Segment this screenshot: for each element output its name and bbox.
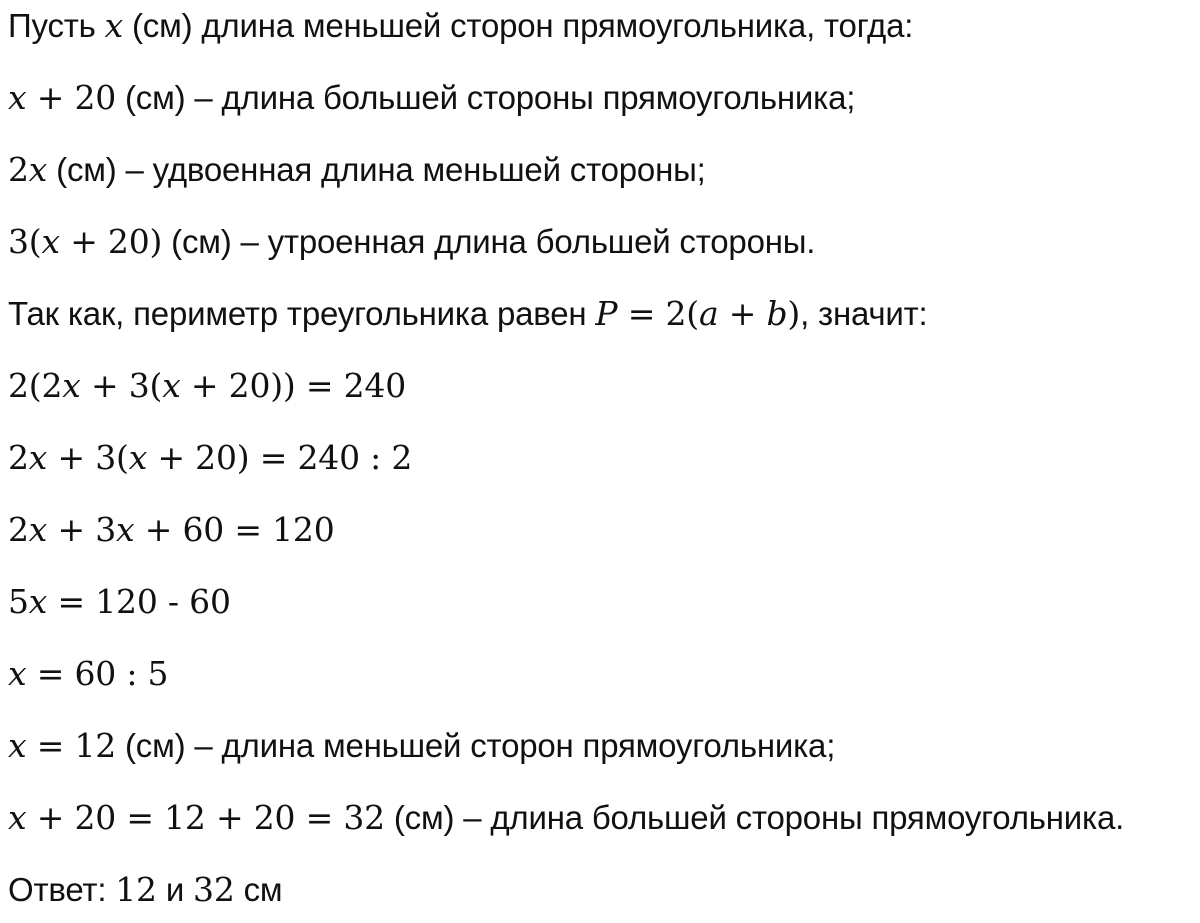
line-perimeter-formula (8, 284, 928, 344)
math-variable: x (104, 6, 124, 45)
line-tripled-longer-side (8, 212, 815, 272)
math-variable: x (8, 654, 27, 693)
equation-step-4 (8, 572, 231, 632)
math-expression: = 2( (617, 294, 699, 333)
line-answer (8, 860, 282, 920)
math-variable: P (595, 294, 618, 333)
math-variable: x (28, 150, 48, 189)
math-variable: x (8, 726, 27, 765)
text: и (156, 871, 194, 908)
math-variable: a (698, 294, 719, 333)
math-expression: + 20) (59, 222, 163, 261)
math-expression: + (718, 294, 767, 333)
math-expression: + 20)) = 240 (180, 366, 407, 405)
math-expression: = 12 (26, 726, 117, 765)
math-expression: + 3( (80, 366, 163, 405)
math-expression: = 60 : 5 (26, 654, 169, 693)
text: (см) – длина большей стороны прямоугольника. (384, 799, 1125, 836)
math-expression: + 20 (26, 78, 117, 117)
text: (см) – длина большей стороны прямоугольника; (116, 79, 856, 116)
text: (см) – длина меньшей сторон прямоугольника; (116, 727, 836, 764)
math-expression: 2 (8, 510, 29, 549)
math-variable: x (116, 510, 135, 549)
math-expression: = 120 - 60 (47, 582, 231, 621)
math-expression: 2 (8, 150, 29, 189)
math-expression: 2(2 (8, 366, 63, 405)
text: (см) – удвоенная длина меньшей стороны; (47, 151, 706, 188)
equation-step-5 (8, 644, 168, 704)
math-variable: x (28, 438, 48, 477)
text: (см) – утроенная длина большей стороны. (162, 223, 816, 260)
math-variable: x (128, 438, 148, 477)
equation-step-3 (8, 500, 335, 560)
equation-step-1 (8, 356, 406, 416)
math-expression: + 3 (47, 510, 117, 549)
math-variable: x (8, 78, 27, 117)
math-variable: x (28, 510, 48, 549)
line-longer-side-expression (8, 68, 855, 128)
line-longer-side-result (8, 788, 1124, 848)
text: см (234, 871, 283, 908)
math-variable: x (162, 366, 181, 405)
math-expression: 5 (8, 582, 29, 621)
text: (см) длина меньшей сторон прямоугольника, тогда: (123, 7, 914, 44)
math-number: 12 (115, 870, 157, 909)
text: Ответ: (8, 871, 116, 908)
equation-step-2 (8, 428, 412, 488)
line-let-x-shorter-side (8, 0, 913, 56)
math-variable: x (41, 222, 60, 261)
math-variable: x (8, 798, 27, 837)
text: , значит: (800, 295, 928, 332)
line-shorter-side-result (8, 716, 835, 776)
math-variable: x (28, 582, 48, 621)
text: Так как, периметр треугольника равен (8, 295, 596, 332)
math-expression: + 20) = 240 : 2 (147, 438, 413, 477)
math-variable: b (766, 294, 788, 333)
math-number: 32 (193, 870, 235, 909)
math-expression: + 60 = 120 (134, 510, 335, 549)
math-expression: + 3( (47, 438, 129, 477)
math-expression: 2 (8, 438, 29, 477)
math-expression: + 20 = 12 + 20 = 32 (26, 798, 385, 837)
math-variable: x (62, 366, 81, 405)
math-expression: ) (787, 294, 801, 333)
text: Пусть (8, 7, 105, 44)
line-doubled-shorter-side (8, 140, 706, 200)
math-expression: 3( (8, 222, 42, 261)
